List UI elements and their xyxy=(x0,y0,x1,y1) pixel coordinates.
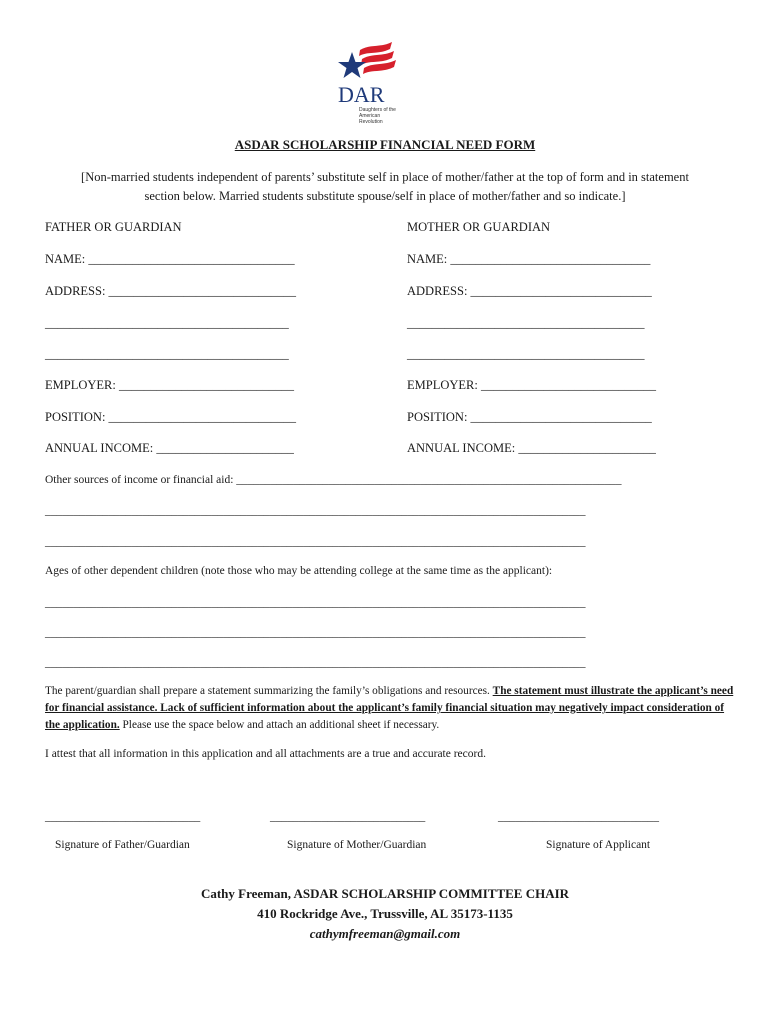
form-title: ASDAR SCHOLARSHIP FINANCIAL NEED FORM xyxy=(234,137,536,152)
father-position-field[interactable]: POSITION: ______________________________ xyxy=(45,410,297,424)
mother-income-field[interactable]: ANNUAL INCOME: ______________________ xyxy=(407,441,656,455)
logo-subtitle xyxy=(359,107,399,125)
footer-address: 410 Rockridge Ave., Trussville, AL 35173-1135 xyxy=(257,906,513,921)
mother-employer-field[interactable]: EMPLOYER: ____________________________ xyxy=(407,378,656,392)
father-address-field[interactable]: ADDRESS: ______________________________ xyxy=(45,284,297,298)
logo-subtitle-text: Daughters of the American Revolution xyxy=(359,107,396,125)
mother-heading: MOTHER OR GUARDIAN xyxy=(407,220,551,234)
mother-signature-line[interactable]: ___________________________ xyxy=(270,811,426,823)
statement-paragraph xyxy=(45,683,735,734)
ages-line-3[interactable]: ______________________________________________________________________________________________ xyxy=(45,657,586,669)
other-sources-line-2[interactable]: ______________________________________________________________________________________________ xyxy=(45,536,586,548)
father-signature-line[interactable]: ___________________________ xyxy=(45,811,201,823)
footer-email[interactable]: cathymfreeman@gmail.com xyxy=(309,926,461,941)
father-address-line-3[interactable]: _______________________________________ xyxy=(45,347,289,361)
statement-text-1: The parent/guardian shall prepare a statement summarizing the family’s obligations and resources. xyxy=(45,685,493,697)
mother-address-line-2[interactable]: ______________________________________ xyxy=(407,316,645,330)
mother-address-line-3[interactable]: ______________________________________ xyxy=(407,347,645,361)
mother-signature-label: Signature of Mother/Guardian xyxy=(287,839,427,851)
footer-contact-name: Cathy Freeman, ASDAR SCHOLARSHIP COMMITTEE CHAIR xyxy=(200,886,570,901)
ages-line-2[interactable]: ______________________________________________________________________________________________ xyxy=(45,627,586,639)
dar-logo xyxy=(338,40,400,125)
attestation: I attest that all information in this application and all attachments are a true and accurate record. xyxy=(45,748,486,760)
mother-position-field[interactable]: POSITION: _____________________________ xyxy=(407,410,652,424)
ages-label: Ages of other dependent children (note those who may be attending college at the same time as the applicant): xyxy=(45,565,553,577)
ages-line-1[interactable]: ______________________________________________________________________________________________ xyxy=(45,597,586,609)
father-address-line-2[interactable]: _______________________________________ xyxy=(45,316,289,330)
dar-star-flag-icon xyxy=(338,40,400,84)
other-sources-line-1[interactable]: ______________________________________________________________________________________________ xyxy=(45,505,586,517)
father-signature-label: Signature of Father/Guardian xyxy=(55,839,190,851)
applicant-signature-line[interactable]: ____________________________ xyxy=(498,811,659,823)
intro-line-2: section below. Married students substitute spouse/self in place of mother/father and so indicate.] xyxy=(144,189,626,203)
other-sources-field[interactable]: Other sources of income or financial aid: ___________________________________________________________________ xyxy=(45,474,622,486)
statement-text-2: Please use the space below and attach an additional sheet if necessary. xyxy=(119,719,440,731)
father-heading: FATHER OR GUARDIAN xyxy=(45,220,182,234)
father-income-field[interactable]: ANNUAL INCOME: ______________________ xyxy=(45,441,294,455)
father-employer-field[interactable]: EMPLOYER: ____________________________ xyxy=(45,378,294,392)
father-name-field[interactable]: NAME: _________________________________ xyxy=(45,252,295,266)
logo-text: DAR xyxy=(338,82,385,107)
statement-emphasis: The statement must illustrate the applicant’s need for financial assistance. Lack of sufficient information about the applicant’s family financial situation may negatively impact consideration of the application. xyxy=(45,685,734,731)
mother-name-field[interactable]: NAME: ________________________________ xyxy=(407,252,651,266)
applicant-signature-label: Signature of Applicant xyxy=(546,839,651,851)
intro-line-1: [Non-married students independent of parents’ substitute self in place of mother/father at the top of form and in statement xyxy=(81,170,689,184)
mother-address-field[interactable]: ADDRESS: _____________________________ xyxy=(407,284,652,298)
